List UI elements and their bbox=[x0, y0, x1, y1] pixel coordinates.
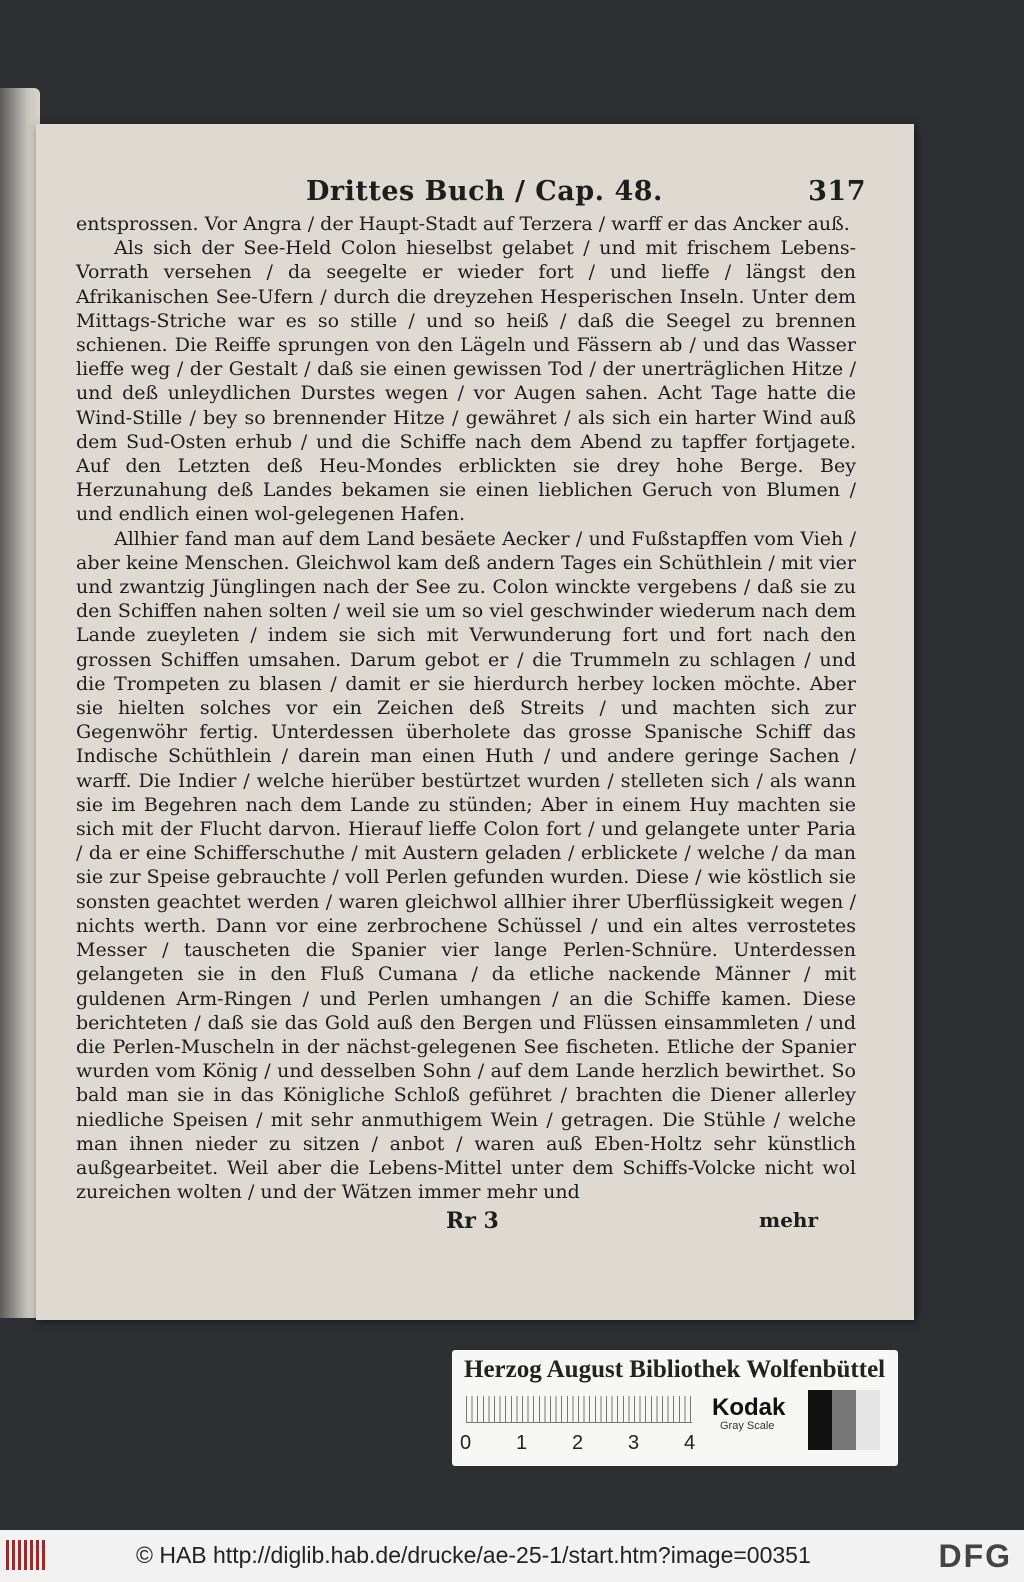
black-swatch bbox=[808, 1390, 832, 1450]
running-title: Drittes Buch / Cap. 48. bbox=[306, 176, 663, 207]
scan-reference-card bbox=[452, 1350, 898, 1466]
ruler-number: 2 bbox=[572, 1432, 584, 1454]
gray-swatch bbox=[832, 1390, 856, 1450]
scale-ruler bbox=[466, 1396, 692, 1423]
catchword: mehr bbox=[759, 1208, 818, 1232]
footer-bar bbox=[0, 1530, 1024, 1582]
white-swatch bbox=[856, 1390, 880, 1450]
page-number: 317 bbox=[808, 176, 866, 207]
running-header bbox=[306, 176, 866, 212]
dfg-logo: DFG bbox=[938, 1538, 1012, 1574]
barcode-icon bbox=[6, 1540, 48, 1570]
book-page bbox=[36, 124, 914, 1320]
body-text bbox=[76, 212, 856, 1204]
paragraph: Als sich der See-Held Colon hieselbst gelabet / und mit frischem Lebens-Vorrath versehen / da seegelte er wieder fort / und lieffe / längst den Afrikanischen See-Ufern / durch die dreyzehen Hesperischen Inseln. Unter dem Mittags-Striche war es so stille / und so heiß / daß die Seegel zu brennen schienen. Die Reiffe sprungen von den Lägeln und Fässern ab / und das Wasser lieffe weg / der Gestalt / daß sie einen gewissen Tod / der unerträglichen Hitze / und deß unleydlichen Durstes wegen / vor Augen sahen. Acht Tage hatte die Wind-Stille / bey so brennender Hitze / gewähret / als sich ein harter Wind auß dem Sud-Osten erhub / und die Schiffe nach dem Abend zu tapffer fortjagete. Auf den Letzten deß Heu-Mondes erblickten sie drey hohe Berge. Bey Herzunahung deß Landes bekamen sie einen lieblichen Geruch von Blumen / und endlich einen wol-gelegenen Hafen. bbox=[76, 237, 856, 526]
ruler-number: 1 bbox=[516, 1432, 528, 1454]
left-page-edge bbox=[0, 88, 40, 1318]
ruler-number: 0 bbox=[460, 1432, 472, 1454]
library-name: Herzog August Bibliothek Wolfenbüttel bbox=[464, 1356, 886, 1383]
paragraph: entsprossen. Vor Angra / der Haupt-Stadt auf Terzera / warff er das Ancker auß. bbox=[76, 213, 850, 235]
kodak-logo: Kodak bbox=[712, 1394, 786, 1421]
paragraph: Allhier fand man auf dem Land besäete Aecker / und Fußstapffen vom Vieh / aber keine Menschen. Gleichwol kam deß andern Tages ein Schüthlein / mit vier und zwantzig Jünglingen nach der See zu. Colon winckte vergebens / daß sie zu den Schiffen nahen solten / weil sie um so viel geschwinder wiederum nach dem Lande zueyleten / indem sie sich mit Verwunderung fort und fort nach den grossen Schiffen umsahen. Darum gebot er / die Trummeln zu schlagen / und die Trompeten zu blasen / damit er sie hierdurch herbey locken möchte. Aber sie hielten solches vor ein Zeichen deß Streits / und machten sich zur Gegenwöhr fertig. Unterdessen überholete das grosse Spanische Schiff das Indische Schüthlein / darein man einen Huth / und andere geringe Sachen / warff. Die Indier / welche hierüber bestürtzet wurden / stelleten sich / als wann sie im Begehren nach dem Lande zu stünden; Aber in einem Huy machten sie sich mit der Flucht darvon. Hierauf lieffe Colon fort / und gelangete unter Paria / da er eine Schifferschuthe / mit Austern geladen / erblickete / welche / da man sie zur Speise gebrauchte / voll Perlen gefunden wurden. Diese / wie köstlich sie sonsten geachtet werden / waren gleichwol allhier ihrer Uberflüssigkeit wegen / nichts werth. Dann vor eine zerbrochene Schüssel / und ein altes verrostetes Messer / tauscheten die Spanier vier lange Perlen-Schnüre. Unterdessen gelangeten sie in den Fluß Cumana / da etliche nackende Männer / mit guldenen Arm-Ringen / und Perlen umhangen / an die Schiffe kamen. Diese berichteten / daß sie das Gold auß den Bergen und Flüssen einsammleten / und die Perlen-Muscheln in der nächst-gelegenen See fischeten. Etliche der Spanier wurden vom König / und desselben Sohn / auf dem Lande herzlich bewirthet. So bald man sie in das Königliche Schloß geführet / brachten die Diener allerley niedliche Speisen / mit sehr anmuthigem Wein / getragen. Die Stühle / welche man ihnen nieder zu sitzen / anbot / waren auß Eben-Holtz sehr künstlich außgearbeitet. Weil aber die Lebens-Mittel unter dem Schiffs-Volcke nicht wol zureichen wolten / und der Wätzen immer mehr und bbox=[76, 527, 856, 1204]
gray-scale-label: Gray Scale bbox=[720, 1420, 775, 1432]
ruler-number: 3 bbox=[628, 1432, 640, 1454]
source-credit-link[interactable]: © HAB http://diglib.hab.de/drucke/ae-25-1/start.htm?image=00351 bbox=[136, 1542, 811, 1568]
ruler-number: 4 bbox=[684, 1432, 696, 1454]
signature-mark: Rr 3 bbox=[446, 1208, 499, 1234]
